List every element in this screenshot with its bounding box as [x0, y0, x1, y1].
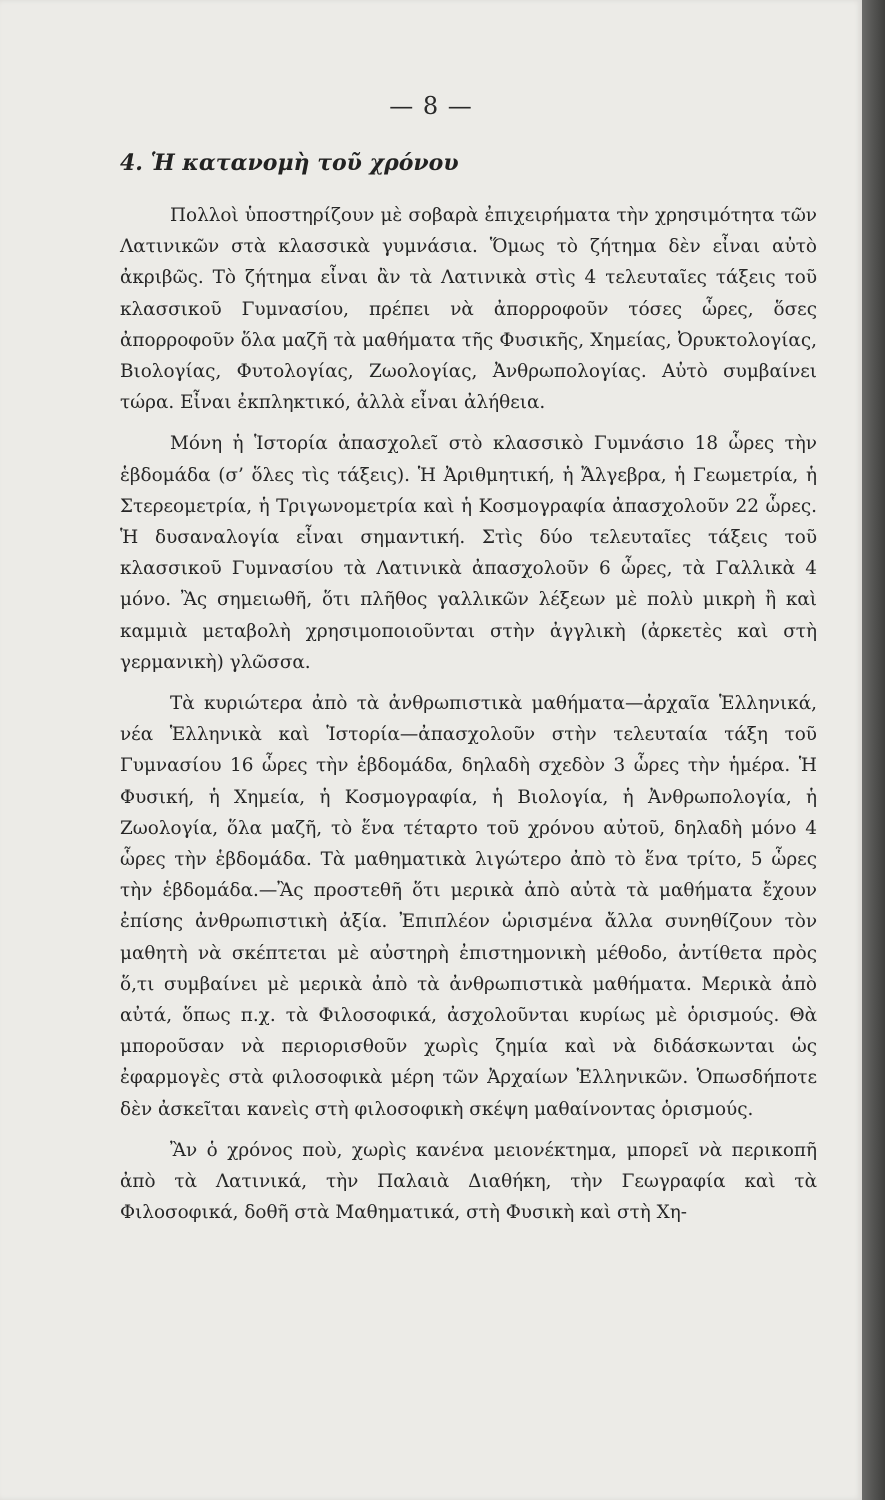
paragraph-1: Πολλοὶ ὑποστηρίζουν μὲ σοβαρὰ ἐπιχειρήματα τὴν χρησιμότητα τῶν Λατινικῶν στὰ κλασσικὰ γυμνάσια. Ὅμως τὸ ζήτημα δὲν εἶναι αὐτὸ ἀκριβῶς. Τὸ ζήτημα εἶναι ἂν τὰ Λατινικὰ στὶς 4 τελευταῖες τάξεις τοῦ κλασσικοῦ Γυμνασίου, πρέπει νὰ ἀπορροφοῦν τόσες ὧρες, ὅσες ἀπορροφοῦν ὅλα μαζῆ τὰ μαθήματα τῆς Φυσικῆς, Χημείας, Ὀρυκτολογίας, Βιολογίας, Φυτολογίας, Ζωολογίας, Ἀνθρωπολογίας. Αὐτὸ συμβαίνει τώρα. Εἶναι ἐκπληκτικό, ἀλλὰ εἶναι ἀλήθεια.	[120, 205, 817, 414]
page-number: — 8 —	[389, 92, 473, 120]
paragraph-4: Ἂν ὁ χρόνος ποὺ, χωρὶς κανένα μειονέκτημα, μπορεῖ νὰ περικοπῆ ἀπὸ τὰ Λατινικά, τὴν Παλαιὰ Διαθήκη, τὴν Γεωγραφία καὶ τὰ Φιλοσοφικά, δοθῆ στὰ Μαθηματικά, στὴ Φυσικὴ καὶ στὴ Χη-	[120, 1139, 817, 1224]
body-text	[120, 200, 817, 1239]
section-title: 4. Ἡ κατανομὴ τοῦ χρόνου	[120, 150, 459, 176]
paragraph-2: Μόνη ἡ Ἱστορία ἀπασχολεῖ στὸ κλασσικὸ Γυμνάσιο 18 ὧρες τὴν ἑβδομάδα (σ’ ὅλες τὶς τάξεις). Ἡ Ἀριθμητική, ἡ Ἄλγεβρα, ἡ Γεωμετρία, ἡ Στερεομετρία, ἡ Τριγωνομετρία καὶ ἡ Κοσμογραφία ἀπασχολοῦν 22 ὧρες. Ἡ δυσαναλογία εἶναι σημαντική. Στὶς δύο τελευταῖες τάξεις τοῦ κλασσικοῦ Γυμνασίου τὰ Λατινικὰ ἀπασχολοῦν 6 ὧρες, τὰ Γαλλικὰ 4 μόνο. Ἂς σημειωθῆ, ὅτι πλῆθος γαλλικῶν λέξεων μὲ πολὺ μικρὴ ἢ καὶ καμμιὰ μεταβολὴ χρησιμοποιοῦνται στὴν ἀγγλικὴ (ἀρκετὲς καὶ στὴ γερμανικὴ) γλῶσσα.	[120, 433, 817, 673]
scan-edge	[862, 0, 885, 1500]
paragraph-3: Τὰ κυριώτερα ἀπὸ τὰ ἀνθρωπιστικὰ μαθήματα—ἀρχαῖα Ἑλληνικά, νέα Ἑλληνικὰ καὶ Ἱστορία—ἀπασχολοῦν στὴν τελευταία τάξη τοῦ Γυμνασίου 16 ὧρες τὴν ἑβδομάδα, δηλαδὴ σχεδὸν 3 ὧρες τὴν ἡμέρα. Ἡ Φυσική, ἡ Χημεία, ἡ Κοσμογραφία, ἡ Βιολογία, ἡ Ἀνθρωπολογία, ἡ Ζωολογία, ὅλα μαζῆ, τὸ ἕνα τέταρτο τοῦ χρόνου αὐτοῦ, δηλαδὴ μόνο 4 ὧρες τὴν ἑβδομάδα. Τὰ μαθηματικὰ λιγώτερο ἀπὸ τὸ ἕνα τρίτο, 5 ὧρες τὴν ἑβδομάδα.—Ἂς προστεθῆ ὅτι μερικὰ ἀπὸ αὐτὰ τὰ μαθήματα ἔχουν ἐπίσης ἀνθρωπιστικὴ ἀξία. Ἐπιπλέον ὡρισμένα ἄλλα συνηθίζουν τὸν μαθητὴ νὰ σκέπτεται μὲ αὐστηρὴ ἐπιστημονικὴ μέθοδο, ἀντίθετα πρὸς ὅ,τι συμβαίνει μὲ μερικὰ ἀπὸ τὰ ἀνθρωπιστικὰ μαθήματα. Μερικὰ ἀπὸ αὐτά, ὅπως π.χ. τὰ Φιλοσοφικά, ἀσχολοῦνται κυρίως μὲ ὁρισμούς. Θὰ μποροῦσαν νὰ περιορισθοῦν χωρὶς ζημία καὶ νὰ διδάσκωνται ὡς ἐφαρμογὲς στὰ φιλοσοφικὰ μέρη τῶν Ἀρχαίων Ἑλληνικῶν. Ὁπωσδήποτε δὲν ἀσκεῖται κανεὶς στὴ φιλοσοφικὴ σκέψη μαθαίνοντας ὁρισμούς.	[120, 693, 817, 1120]
